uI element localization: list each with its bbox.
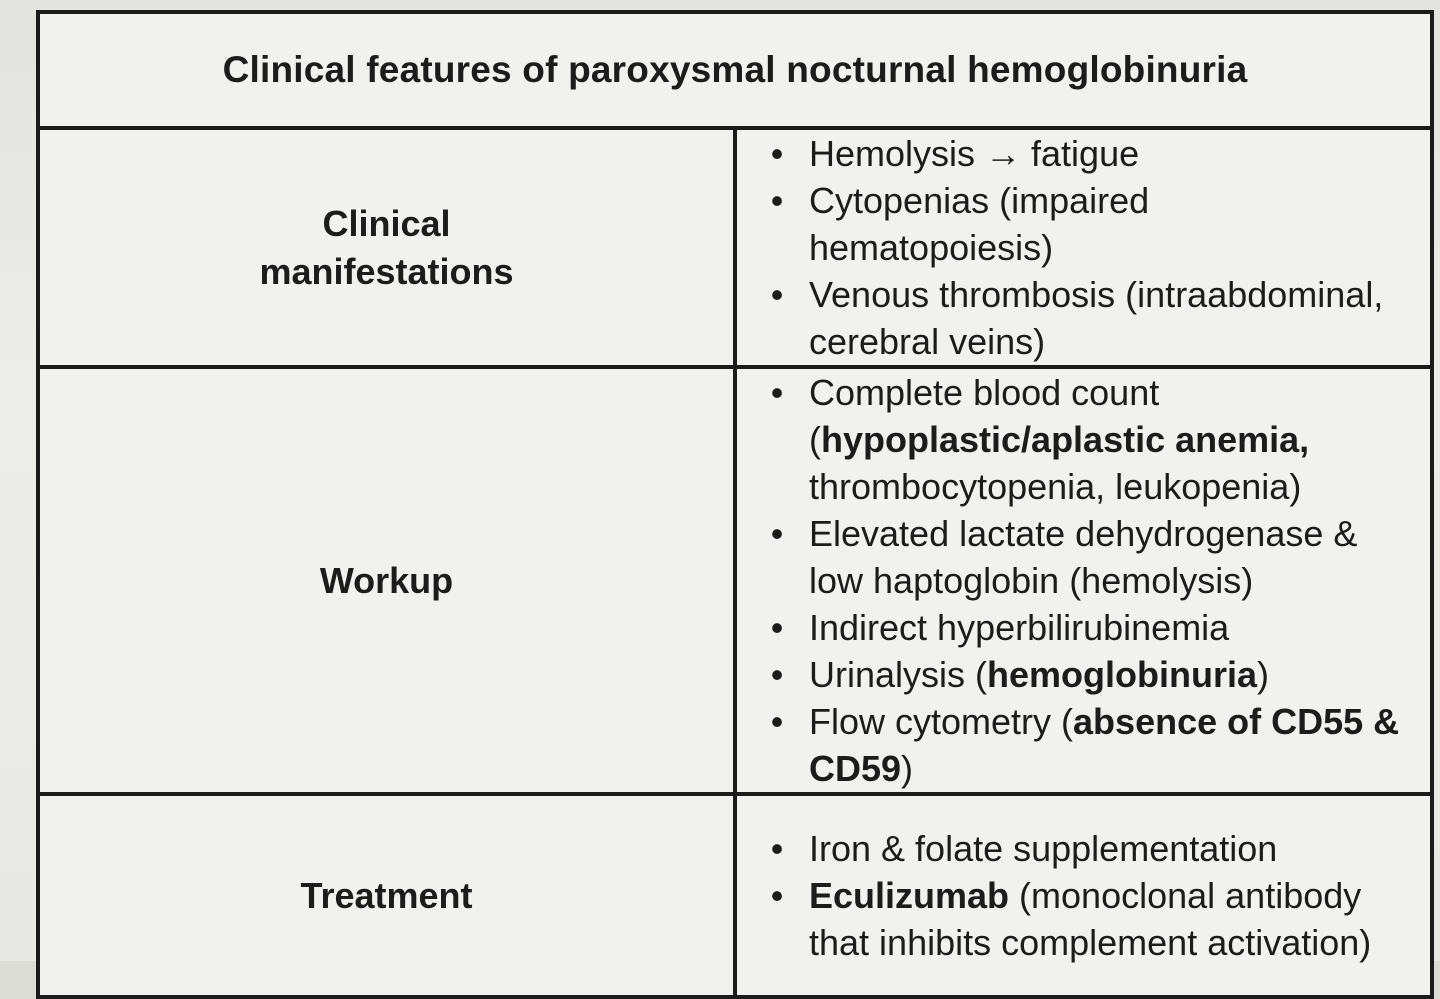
workup-item-flow-post: ): [901, 748, 914, 789]
list-item: [767, 698, 1400, 792]
list-item: [767, 604, 1400, 651]
list-item: [767, 369, 1400, 510]
bullet-icon: •: [770, 875, 784, 916]
workup-label: Workup: [38, 367, 735, 794]
clinical-item-hemolysis: Hemolysis → fatigue: [809, 133, 1140, 174]
clinical-item-venous-thrombosis: Venous thrombosis (intraabdominal, cerebral veins): [809, 274, 1384, 362]
workup-item-cbc-post: thrombocytopenia, leukopenia): [809, 466, 1302, 507]
workup-item-urinalysis-bold: hemoglobinuria: [987, 654, 1258, 695]
list-item: [767, 177, 1400, 271]
workup-row: [38, 367, 1432, 794]
list-item: [767, 130, 1400, 177]
list-item: [767, 271, 1400, 365]
list-item: [767, 825, 1400, 872]
treatment-content: [735, 794, 1432, 997]
bullet-icon: •: [770, 828, 784, 869]
workup-item-cbc-pre: Complete blood count (: [809, 372, 1160, 460]
workup-item-urinalysis-pre: Urinalysis (: [809, 654, 988, 695]
bullet-icon: •: [770, 607, 784, 648]
bullet-icon: •: [770, 180, 784, 221]
clinical-item-cytopenias: Cytopenias (impaired hematopoiesis): [809, 180, 1150, 268]
bullet-icon: •: [770, 372, 784, 413]
list-item: [767, 651, 1400, 698]
treatment-list: [737, 825, 1430, 966]
table-title: Clinical features of paroxysmal nocturnal hemoglobinuria: [38, 12, 1432, 128]
workup-content: [735, 367, 1432, 794]
list-item: [767, 872, 1400, 966]
clinical-manifestations-label: [38, 128, 735, 367]
clinical-manifestations-list: [737, 130, 1430, 365]
bullet-icon: •: [770, 133, 784, 174]
bullet-icon: •: [770, 274, 784, 315]
title-row: [38, 12, 1432, 128]
clinical-label-line1: Clinical: [322, 202, 451, 244]
treatment-item-iron-folate: Iron & folate supplementation: [809, 828, 1278, 869]
clinical-label-line2: manifestations: [259, 250, 514, 292]
workup-item-flow-pre: Flow cytometry (: [809, 701, 1074, 742]
treatment-label: Treatment: [38, 794, 735, 997]
clinical-manifestations-row: [38, 128, 1432, 367]
bullet-icon: •: [770, 701, 784, 742]
bullet-icon: •: [770, 654, 784, 695]
clinical-manifestations-content: [735, 128, 1432, 367]
workup-item-cbc-bold: hypoplastic/aplastic anemia,: [821, 419, 1310, 460]
workup-item-bilirubin: Indirect hyperbilirubinemia: [809, 607, 1230, 648]
treatment-row: [38, 794, 1432, 997]
list-item: [767, 510, 1400, 604]
workup-item-ldh: Elevated lactate dehydrogenase & low haptoglobin (hemolysis): [809, 513, 1358, 601]
treatment-item-eculizumab-post: (monoclonal antibody that inhibits complement activation): [809, 875, 1372, 963]
treatment-item-eculizumab-bold: Eculizumab: [809, 875, 1010, 916]
workup-list: [737, 369, 1430, 792]
workup-item-flow-bold: absence of CD55 & CD59: [809, 701, 1400, 789]
bullet-icon: •: [770, 513, 784, 554]
pnh-features-table: [36, 10, 1434, 999]
workup-item-urinalysis-post: ): [1257, 654, 1270, 695]
